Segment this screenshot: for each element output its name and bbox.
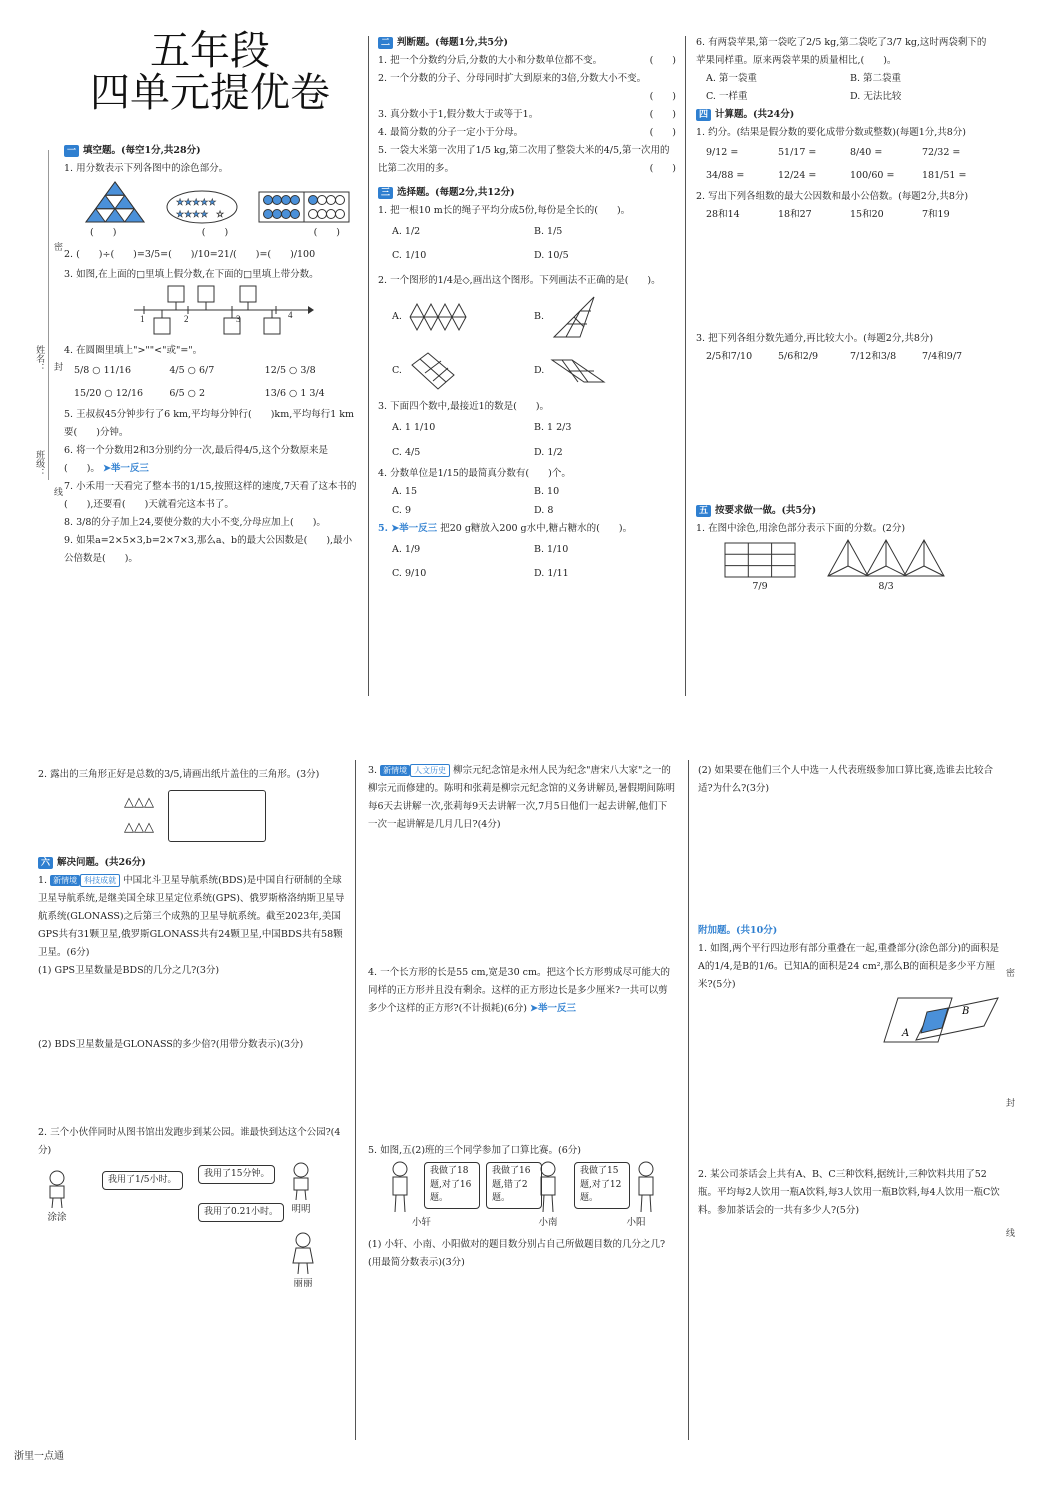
choice-a[interactable]: A. 1/2	[392, 226, 421, 238]
question-text: 4. 在圆圈里填上">""<"或"="。	[64, 345, 203, 357]
section-heading: 解决问题。(共26分)	[57, 857, 146, 869]
compare-grid	[64, 360, 360, 406]
choice-d[interactable]: D. 10/5	[534, 250, 569, 262]
choice-b[interactable]: B. 10	[534, 486, 560, 498]
fraction-label: 7/9	[752, 581, 768, 593]
question-text: 7. 小禾用一天看完了整本书的1/15,按照这样的速度,7天看了这本书的( ),还要看( )天就看完这本书了。	[64, 481, 357, 511]
answer-blank[interactable]: ( )	[649, 163, 676, 175]
kid-icon	[290, 1231, 316, 1275]
section-heading: 计算题。(共24分)	[715, 109, 795, 121]
choice-b[interactable]: B. 1 2/3	[534, 422, 572, 434]
compare-item[interactable]: 4/5 ○ 6/7	[169, 365, 215, 377]
choice-c[interactable]: C. 4/5	[392, 446, 421, 458]
choice-d[interactable]: D. 无法比较	[850, 91, 902, 103]
calc-item[interactable]: 9/12 =	[706, 147, 739, 159]
question-text: 2. 一个图形的1/4是◇,画出这个图形。下列画法不正确的是( )。	[378, 274, 661, 286]
question-text	[368, 964, 676, 1018]
question-text: 1. 把一根10 m长的绳子平均分成5份,每份是全长的( )。	[378, 205, 631, 217]
extend-hint: ➤举一反三	[530, 1003, 576, 1015]
question-body: 6. 将一个分数用2和3分别约分一次,最后得4/5,这个分数原来是( )。	[64, 444, 329, 475]
question-text: 2. ( )÷( )=3/5=( )/10=21/( )=( )/100	[64, 249, 316, 261]
q1-figures	[64, 178, 360, 224]
answer-space[interactable]	[696, 224, 994, 330]
col-divider	[355, 760, 356, 1440]
calc-item[interactable]: 7和19	[922, 208, 950, 220]
question-text: 6. 有两袋苹果,第一袋吃了2/5 kg,第二袋吃了3/7 kg,这时两袋剩下的苹果同样重。原来两袋苹果的质量相比,( )。	[696, 37, 987, 67]
rhombus-row-shape	[408, 302, 468, 332]
choice-a[interactable]	[392, 290, 534, 344]
side-mi: 密	[54, 243, 64, 253]
section-true-false	[378, 34, 676, 587]
choice-a[interactable]: A. 15	[392, 486, 417, 498]
choice-d[interactable]: D. 1/2	[534, 446, 563, 458]
extra-heading: 附加题。(共10分)	[698, 925, 778, 937]
speech-bubble: 我做了16题,错了2题。	[486, 1162, 542, 1209]
question-text: 2. 某公司茶话会上共有A、B、C三种饮料,据统计,三种饮料共用了52瓶。平均每2人饮用一瓶A饮料,每3人饮用一瓶B饮料,每4人饮用一瓶C饮料。参加茶话会的一共有多少人?(5分)	[698, 1169, 1000, 1217]
choice-options	[378, 416, 676, 465]
choice-options	[378, 483, 676, 519]
question-text: 1. 新情境 科技成就 中国北斗卫星导航系统(BDS)是中国自行研制的全球卫星导航系统,是继美国全球卫星定位系统(GPS)、俄罗斯格洛纳斯卫星导航系统(GLONASS)之后第三个成熟的卫星导航系统。截至2023年,美国GPS共有31颗卫星,俄罗斯GLONASS共有24颗卫星,中国BDS共有58颗卫星。(6分)	[38, 875, 345, 959]
calc-item[interactable]: 51/17 =	[778, 147, 817, 159]
calc-item[interactable]: 34/88 =	[706, 170, 745, 182]
tf-text: 5. 一袋大米第一次用了1/5 kg,第二次用了整袋大米的4/5,第一次用的比第二次用的多。	[378, 145, 670, 175]
side-feng: 封	[54, 363, 64, 373]
triangles-figure[interactable]	[826, 538, 946, 596]
kid-lili	[290, 1231, 316, 1293]
section-fill-blank	[64, 142, 360, 568]
choice-label: D.	[534, 364, 545, 376]
choice-b[interactable]: B. 1/10	[534, 543, 569, 555]
answer-space[interactable]	[38, 980, 346, 1036]
number-line	[64, 284, 360, 336]
calc-item[interactable]: 2/5和7/10	[706, 351, 753, 363]
section-number: 四	[696, 109, 711, 121]
section-number: 五	[696, 505, 711, 517]
calc-item[interactable]: 100/60 =	[850, 170, 895, 182]
reduce-grid	[696, 142, 994, 188]
kid-xiaoyang	[626, 1160, 658, 1232]
question-body: 把20 g糖放入200 g水中,糖占糖水的( )。	[440, 522, 633, 534]
shading-figures	[696, 538, 994, 596]
parallelogram-shape	[408, 351, 458, 391]
tf-item	[378, 142, 676, 178]
tf-item	[378, 52, 676, 70]
circle-grid-figure	[258, 190, 350, 224]
tf-text: 1. 把一个分数约分后,分数的大小和分数单位都不变。	[378, 55, 603, 67]
parallelogram-figure	[698, 994, 1000, 1046]
sub-question: (2) 如果要在他们三个人中选一人代表班级参加口算比赛,选谁去比较合适?为什么?(3分)	[698, 765, 993, 795]
section-heading: 按要求做一做。(共5分)	[715, 505, 817, 517]
compare-item[interactable]: 6/5 ○ 2	[169, 388, 205, 400]
calc-item[interactable]: 7/4和9/7	[922, 351, 963, 363]
question-body: 4. 一个长方形的长是55 cm,宽是30 cm。把这个长方形剪成尽可能大的同样的正方形并且没有剩余。这样的正方形边长是多少厘米?一共可以剪多少个这样的正方形?(不计损耗)(6分)	[368, 967, 670, 1015]
choice-options	[696, 70, 994, 106]
context-tag: 新情境	[50, 875, 80, 886]
calc-item[interactable]: 15和20	[850, 208, 884, 220]
compare-item[interactable]: 15/20 ○ 12/16	[74, 388, 144, 400]
svg-text:★★★★★: ★★★★★	[176, 198, 217, 209]
compare-item[interactable]: 5/8 ○ 11/16	[74, 365, 131, 377]
answer-blank[interactable]: ( )	[90, 227, 117, 239]
kid-icon	[288, 1161, 314, 1201]
speech-bubble: 我做了18题,对了16题。	[424, 1162, 480, 1209]
visible-triangles: △△△ △△△	[124, 795, 154, 836]
side-xian: 线	[54, 488, 64, 498]
section-calc	[696, 34, 994, 596]
grid-rect-shape	[724, 542, 796, 578]
choice-label: B.	[534, 310, 545, 322]
choice-d[interactable]	[534, 344, 676, 398]
extend-hint: ➤举一反三	[102, 463, 149, 475]
kid-mingming	[288, 1161, 314, 1219]
calc-item[interactable]: 181/51 =	[922, 170, 967, 182]
tf-text: 2. 一个分数的分子、分母同时扩大到原来的3倍,分数大小不变。	[378, 73, 647, 85]
question-text: 1. 约分。(结果是假分数的要化成带分数或整数)(每题1分,共8分)	[696, 127, 967, 139]
paper-title	[60, 30, 360, 114]
extend-hint: 5. ➤举一反三	[378, 522, 438, 534]
answer-space[interactable]	[368, 834, 676, 964]
answer-blank[interactable]: ( )	[649, 127, 676, 139]
question-text	[64, 442, 360, 478]
answer-space[interactable]	[38, 1054, 346, 1124]
choice-d[interactable]: D. 8	[534, 504, 554, 516]
race-figure	[38, 1161, 346, 1301]
grid-figure[interactable]	[724, 542, 796, 596]
col-divider	[688, 760, 689, 1440]
tf-item	[378, 124, 676, 142]
question-text: 3. 新情境 人文历史 柳宗元纪念馆是永州人民为纪念"唐宋八大家"之一的柳宗元而修建的。陈明和张莉是柳宗元纪念馆的义务讲解员,暑假期间陈明每6天去讲解一次,张莉每9天去讲解一次,7月5日他们一起去讲解,他们下一次一起讲解是几月几日?(4分)	[368, 765, 676, 831]
choice-d[interactable]: D. 1/11	[534, 568, 569, 580]
choice-label: A.	[392, 310, 402, 322]
choice-c[interactable]: C. 9	[392, 504, 412, 516]
calc-item[interactable]: 72/32 =	[922, 147, 961, 159]
speech-bubble: 我用了1/5小时。	[102, 1171, 183, 1191]
calc-item[interactable]: 18和27	[778, 208, 812, 220]
tick-label: 4	[288, 310, 293, 321]
choice-c[interactable]: C. 一样重	[706, 91, 748, 103]
kid-tutu	[44, 1169, 70, 1227]
speech-bubble: 我用了15分钟。	[198, 1165, 275, 1185]
kid-icon	[388, 1160, 412, 1214]
section-number: 六	[38, 857, 53, 869]
kid-name: 小南	[538, 1217, 558, 1229]
compare-item[interactable]: 13/6 ○ 1 3/4	[264, 388, 325, 400]
section-heading: 判断题。(每题1分,共5分)	[397, 37, 509, 48]
kid-icon	[44, 1169, 70, 1209]
calc-item[interactable]: 12/24 =	[778, 170, 817, 182]
kid-name: 丽丽	[293, 1277, 313, 1289]
question-text: 2. 写出下列各组数的最大公因数和最小公倍数。(每题2分,共8分)	[696, 190, 969, 202]
sub-question: (1) GPS卫星数量是BDS的几分之几?(3分)	[38, 965, 220, 977]
answer-space[interactable]	[368, 1018, 676, 1142]
answer-space[interactable]	[698, 798, 1000, 922]
section-number: 二	[378, 37, 393, 49]
choice-a[interactable]: A. 1/9	[392, 543, 421, 555]
calc-item[interactable]: 7/12和3/8	[850, 351, 897, 363]
answer-blank[interactable]: ( )	[201, 227, 229, 239]
question-text: 2. 露出的三角形正好是总数的3/5,请画出纸片盖住的三角形。(3分)	[38, 769, 320, 780]
side-xian: 线	[1006, 1229, 1016, 1239]
triangle-row-shape	[826, 538, 946, 578]
col-divider	[368, 36, 369, 696]
binding-line	[48, 150, 49, 480]
choice-label: C.	[392, 364, 402, 376]
tf-item	[378, 106, 676, 124]
section-heading: 填空题。(每空1分,共28分)	[83, 145, 201, 156]
label-a: A	[902, 1028, 910, 1040]
choice-options	[378, 538, 676, 587]
answer-blank[interactable]: ( )	[649, 55, 676, 67]
choice-b[interactable]	[534, 290, 676, 344]
question-text: 8. 3/8的分子加上24,要使分数的大小不变,分母应加上( )。	[64, 517, 326, 529]
calc-item[interactable]: 8/40 =	[850, 147, 883, 159]
topic-tag: 人文历史	[410, 764, 450, 777]
tf-text: 3. 真分数小于1,假分数大于或等于1。	[378, 109, 539, 121]
star-ellipse-figure	[166, 190, 238, 224]
question-text: 3. 把下列各组分数先通分,再比较大小。(每题2分,共8分)	[696, 332, 934, 344]
title-line1: 五年段	[150, 28, 270, 74]
question-body: 柳宗元纪念馆是永州人民为纪念"唐宋八大家"之一的柳宗元而修建的。陈明和张莉是柳宗元纪念馆的义务讲解员,暑假期间陈明每6天去讲解一次,张莉每9天去讲解一次,7月5日他们一起去讲解,他们下一次一起讲解是几月几日?(4分)	[368, 765, 676, 831]
footer-brand: 浙里一点通	[14, 1451, 64, 1462]
question-text: 5. 王叔叔45分钟步行了6 km,平均每分钟行( )km,平均每行1 km要( )分钟。	[64, 408, 355, 438]
tf-item	[378, 70, 676, 106]
choice-c[interactable]: C. 9/10	[392, 568, 427, 580]
topic-tag: 科技成就	[80, 874, 120, 887]
compare-item[interactable]: 12/5 ○ 3/8	[264, 365, 316, 377]
section-number: 三	[378, 187, 393, 199]
question-text: 2. 三个小伙伴同时从图书馆出发跑步到某公园。谁最快到达这个公园?(4分)	[38, 1127, 341, 1157]
tf-text: 4. 最简分数的分子一定小于分母。	[378, 127, 524, 139]
kid-name: 明明	[291, 1203, 311, 1215]
answer-blank[interactable]: ( )	[649, 91, 676, 103]
choice-b[interactable]: B. 1/5	[534, 226, 563, 238]
kid-icon	[634, 1160, 658, 1214]
side-mi: 密	[1006, 969, 1016, 979]
answer-blank[interactable]: ( )	[649, 109, 676, 121]
calc-item[interactable]: 5/6和2/9	[778, 351, 819, 363]
title-line2: 四单元提优卷	[90, 70, 330, 116]
tick-label: 2	[184, 314, 189, 325]
question-text: 9. 如果a=2×5×3,b=2×7×3,那么a、b的最大公因数是( ),最小公倍数是( )。	[64, 535, 353, 565]
sub-question: (1) 小轩、小南、小阳做对的题目数分别占自己所做题目数的几分之几?(用最简分数表示)(3分)	[368, 1239, 666, 1269]
kid-name: 小轩	[412, 1217, 432, 1229]
choice-a[interactable]: A. 1 1/10	[392, 422, 436, 434]
context-tag: 新情境	[380, 765, 410, 776]
question-text: 1. 用分数表示下列各图中的涂色部分。	[64, 163, 229, 175]
question-text: 3. 下面四个数中,最接近1的数是( )。	[378, 401, 550, 413]
q1-answer-row	[64, 224, 360, 242]
triangle-figure	[84, 180, 146, 224]
paper-cover[interactable]	[168, 790, 266, 842]
side-feng: 封	[1006, 1099, 1016, 1109]
question-body: 中国北斗卫星导航系统(BDS)是中国自行研制的全球卫星导航系统,是继美国全球卫星定位系统(GPS)、俄罗斯格洛纳斯卫星导航系统(GLONASS)之后第三个成熟的卫星导航系统。截至2023年,美国GPS共有31颗卫星,俄罗斯GLONASS共有24颗卫星,中国BDS共有58颗卫星。(6分)	[38, 875, 345, 959]
question-text: 4. 分数单位是1/15的最简真分数有( )个。	[378, 468, 571, 480]
kid-icon	[536, 1160, 560, 1214]
slanted-shape	[550, 356, 606, 386]
fraction-label: 8/3	[878, 581, 894, 593]
kid-name: 涂涂	[47, 1211, 67, 1223]
side-name: 姓名：	[34, 345, 45, 372]
section-number: 一	[64, 145, 79, 157]
tick-label: 3	[236, 314, 241, 325]
question-text: 3. 如图,在上面的□里填上假分数,在下面的□里填上带分数。	[64, 269, 319, 281]
sub-question: (2) BDS卫星数量是GLONASS的多少倍?(用带分数表示)(3分)	[38, 1039, 304, 1051]
answer-blank[interactable]: ( )	[313, 227, 340, 239]
svg-text:★★★★: ★★★★	[176, 210, 209, 221]
section-extra	[698, 762, 1000, 1220]
gcd-lcm-grid	[696, 206, 994, 224]
side-class: 班级：	[34, 450, 45, 477]
choice-c[interactable]	[392, 344, 534, 398]
calc-item[interactable]: 28和14	[706, 208, 740, 220]
section-problems-2	[368, 762, 676, 1272]
shape-options	[378, 290, 676, 398]
answer-space[interactable]	[698, 1046, 1000, 1166]
kid-xiaonan	[536, 1160, 560, 1232]
overlap-parallelograms	[882, 994, 1002, 1046]
section-problems	[38, 766, 346, 1301]
question-text: 1. 如图,两个平行四边形有部分重叠在一起,重叠部分(涂色部分)的面积是A的1/4,是B的1/6。已知A的面积是24 cm²,那么B的面积是多少平方厘米?(5分)	[698, 943, 1000, 991]
tick-label: 1	[140, 314, 145, 325]
svg-text:☆: ☆	[216, 210, 225, 221]
contest-figure	[368, 1160, 676, 1236]
choice-b[interactable]: B. 第二袋重	[850, 73, 902, 85]
speech-bubble: 我做了15题,对了12题。	[574, 1162, 630, 1209]
question-text: 1. 在图中涂色,用涂色部分表示下面的分数。(2分)	[696, 523, 906, 535]
triangle-cover-figure	[38, 790, 346, 842]
section-heading: 选择题。(每题2分,共12分)	[397, 187, 515, 199]
speech-bubble: 我用了0.21小时。	[198, 1203, 284, 1223]
col-divider	[685, 36, 686, 696]
triangle-shape	[550, 293, 596, 341]
answer-space[interactable]	[696, 366, 994, 502]
question-text	[378, 520, 676, 538]
choice-c[interactable]: C. 1/10	[392, 250, 427, 262]
label-b: B	[962, 1006, 970, 1018]
compare-fraction-grid	[696, 348, 994, 366]
choice-a[interactable]: A. 第一袋重	[706, 73, 757, 85]
kid-name: 小阳	[626, 1217, 646, 1229]
choice-options	[378, 220, 676, 268]
question-text: 5. 如图,五(2)班的三个同学参加了口算比赛。(6分)	[368, 1145, 582, 1157]
